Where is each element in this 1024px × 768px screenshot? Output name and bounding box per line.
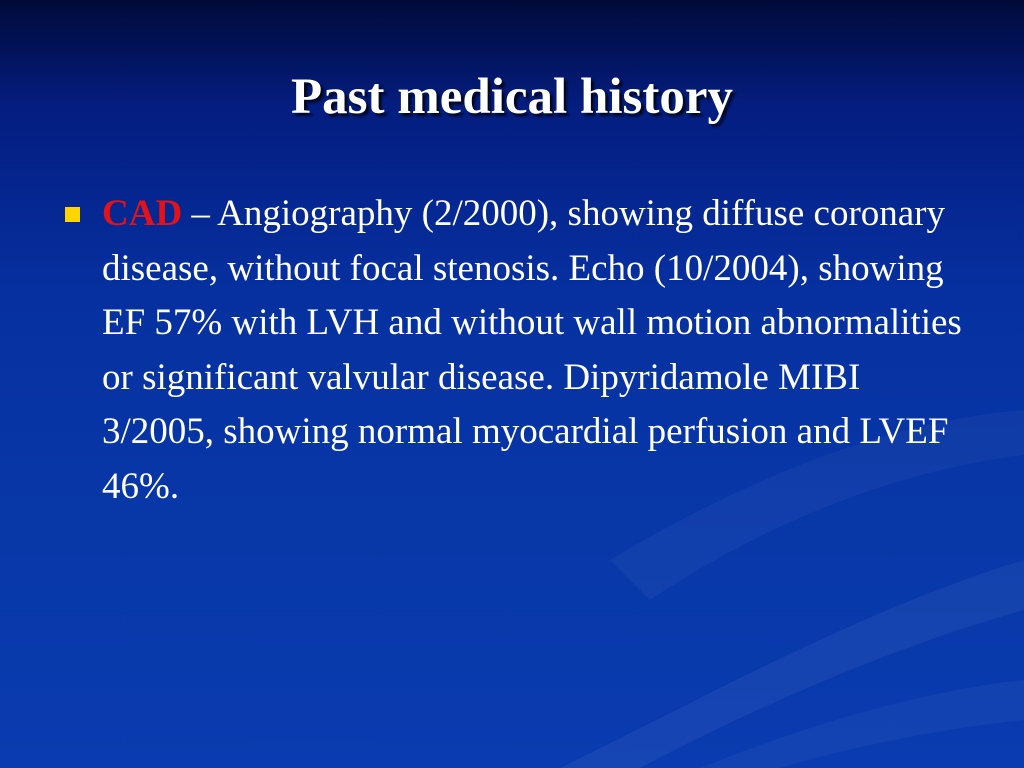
bullet-item — [62, 187, 962, 514]
bullet-term: CAD — [102, 193, 183, 234]
bullet-text: – Angiography (2/2000), showing diffuse coronary disease, without focal stenosis. Echo (10/2004), showing EF 57% with LVH and without wall motion abnormalities or significant valvular disease. Dipyridamole MIBI 3/2005, showing normal myocardial perfusion and LVEF 46%. — [102, 193, 962, 507]
bullet-list — [62, 187, 982, 514]
square-bullet-icon — [65, 207, 80, 222]
slide-title: Past medical history — [291, 69, 733, 125]
